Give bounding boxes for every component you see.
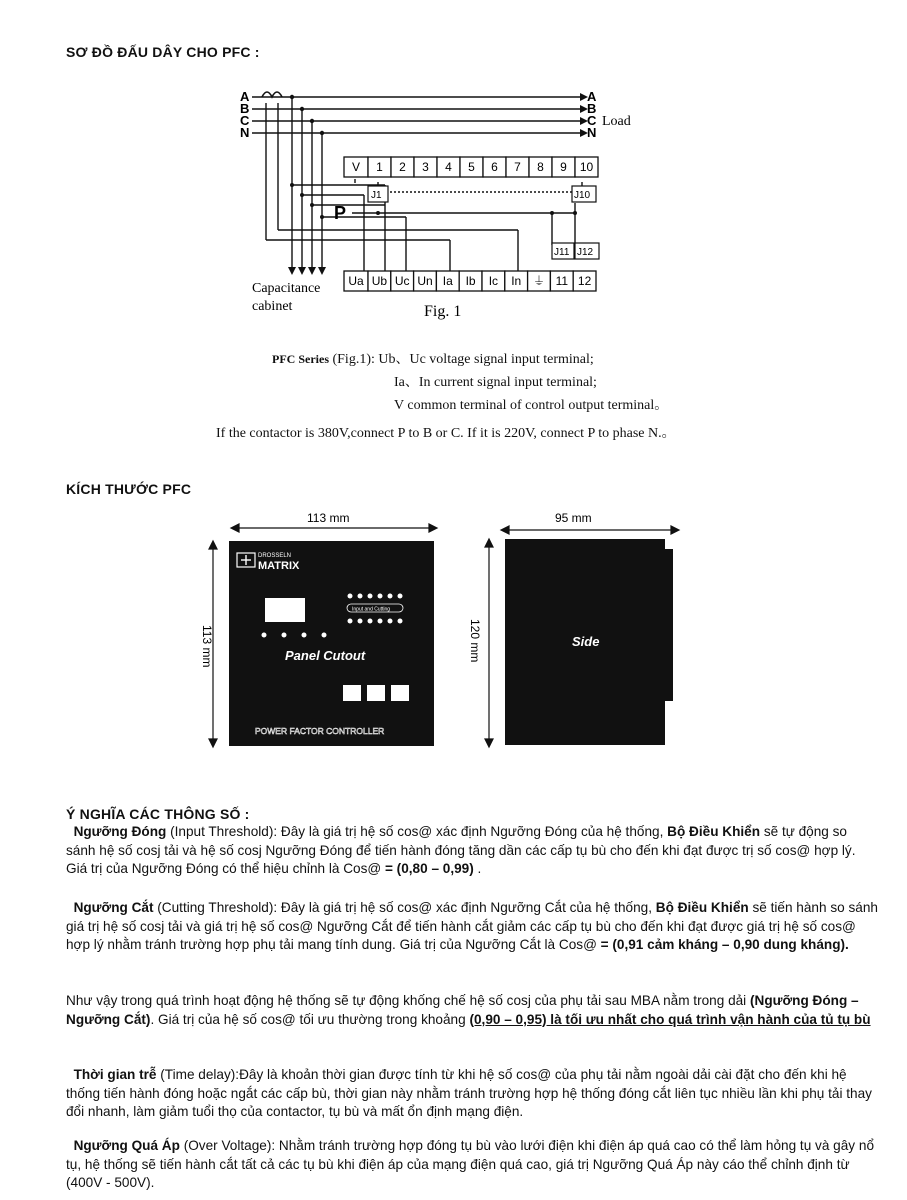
terminal-label: Ia bbox=[442, 274, 453, 288]
terminal-label: Ib bbox=[465, 274, 476, 288]
note-line-1 bbox=[272, 348, 594, 368]
param-cutting-threshold bbox=[66, 899, 878, 955]
p3-underline: (0,90 – 0,95) là tối ưu nhất cho quá trình vận hành của tủ tụ bù bbox=[469, 1011, 871, 1027]
front-button-3 bbox=[391, 685, 409, 701]
p4-text-a: (Time delay):Đây là khoản thời gian được tính từ khi hệ số cos@ của phụ tải nằm ngoài dải cài đặt cho đến khi hệ thống tiến hành đóng hoặc ngắt các cấp bù, thời gian này nhằm tránh trường hợp hệ thống đóng cắt liên tục nhiều lần khi phụ tải thay đổi nhanh, làm giảm tuổi thọ của contactor, tụ bù và mất ổn định mạng điện. bbox=[66, 1067, 872, 1119]
terminal-label: V bbox=[351, 160, 361, 174]
terminal-label: 12 bbox=[577, 274, 592, 288]
term-over-voltage: Ngưỡng Quá Áp bbox=[73, 1138, 180, 1153]
p5-text-a: (Over Voltage): Nhằm tránh trường hợp đóng tụ bù vào lưới điện khi điện áp quá cao có thể làm hỏng tụ và gây nổ tụ, hệ thống sẽ tiến hành cắt tất cả các tụ bù khi điện áp của mạng điện quá cao, giá trị Ngưỡng Quá Áp này cáo thể chỉnh định từ (400V - 500V). bbox=[66, 1138, 874, 1190]
dimensions-heading: KÍCH THƯỚC PFC bbox=[66, 481, 192, 497]
terminal-label: 6 bbox=[491, 160, 498, 174]
phase-right-c: C bbox=[587, 113, 597, 128]
series-prefix: PFC Series bbox=[272, 352, 329, 366]
fig-label: Fig. 1 bbox=[424, 303, 462, 320]
p1-text-b: sẽ tự động so sánh hệ số cosj tải và hệ số cosj Ngưỡng Đóng để tiến hành đóng tăng dần các cấp tụ bù cho đến khi đạt được trị số cos@ hợp lý. Giá trị của Ngưỡng Đóng có thể hiệu chỉnh là Cos@ bbox=[66, 824, 856, 876]
terminal-label: 5 bbox=[468, 160, 475, 174]
top-terminal-strip bbox=[344, 157, 598, 177]
cabinet-label-2: cabinet bbox=[252, 299, 293, 314]
p2-text-a: (Cutting Threshold): Đây là giá trị hệ số cos@ xác định Ngưỡng Cắt của hệ thống, bbox=[153, 900, 656, 915]
note-line-3: V common terminal of control output terminal。 bbox=[394, 398, 669, 413]
jumper-j12: J12 bbox=[577, 247, 594, 258]
bottom-terminal-strip bbox=[344, 271, 596, 291]
jumper-j1: J1 bbox=[371, 190, 382, 201]
front-button-2 bbox=[367, 685, 385, 701]
wiring-heading: SƠ ĐỒ ĐẤU DÂY CHO PFC : bbox=[66, 44, 260, 60]
terminal-label: 11 bbox=[555, 274, 569, 288]
phase-left-b: B bbox=[240, 101, 250, 116]
brand-big: MATRIX bbox=[258, 560, 300, 572]
terminal-label: Ua bbox=[348, 274, 364, 288]
front-button-1 bbox=[343, 685, 361, 701]
term-cutting-threshold: Ngưỡng Cắt bbox=[73, 900, 154, 915]
note-line-4: If the contactor is 380V,connect P to B or C. If it is 220V, connect P to phase N.。 bbox=[216, 426, 676, 441]
p2-text-b: sẽ tiến hành so sánh giá trị hệ số cosj tải và giá trị hệ số cos@ Ngưỡng Cắt để tiến hành cắt giảm các cấp tụ bù cho đến khi đạt được giá trị hệ số cos@ hợp lý nhằm tránh trường hợp phụ tải mang tính dung. Giá trị của Ngưỡng Cắt là Cos@ bbox=[66, 900, 878, 952]
phase-right-b: B bbox=[587, 101, 597, 116]
terminal-label: Ub bbox=[371, 274, 388, 288]
terminal-label: Ic bbox=[488, 274, 499, 288]
wiring-diagram bbox=[230, 85, 650, 325]
cabinet-label-1: Capacitance bbox=[252, 281, 321, 296]
terminal-label: Uc bbox=[394, 274, 410, 288]
terminal-label: 1 bbox=[376, 160, 383, 174]
term-time-delay: Thời gian trễ bbox=[73, 1067, 157, 1082]
phase-left-a: A bbox=[240, 89, 250, 104]
jumper-j11: J11 bbox=[554, 247, 570, 258]
phase-left-n: N bbox=[240, 125, 250, 140]
terminal-label: 10 bbox=[579, 160, 594, 174]
p1-text-a: (Input Threshold): Đây là giá trị hệ số cos@ xác định Ngưỡng Đóng của hệ thống, bbox=[166, 824, 668, 839]
p3-text-a: Như vậy trong quá trình hoạt động hệ thống sẽ tự động khống chế hệ số cosj của phụ tải sau MBA nằm trong dải bbox=[66, 993, 750, 1008]
p1-bold-2: = (0,80 – 0,99) bbox=[384, 861, 474, 876]
p3-bold-1: (Ngưỡng Đóng – Ngưỡng Cắt) bbox=[66, 993, 859, 1027]
terminal-label: 8 bbox=[537, 160, 544, 174]
p2-bold-2: = (0,91 cảm kháng – 0,90 dung kháng). bbox=[600, 937, 849, 952]
terminal-label: 2 bbox=[399, 160, 406, 174]
p1-text-c: . bbox=[473, 861, 482, 876]
terminal-label: Un bbox=[417, 274, 433, 288]
load-label: Load bbox=[602, 114, 631, 129]
phase-left-c: C bbox=[240, 113, 250, 128]
param-summary bbox=[66, 992, 878, 1029]
term-input-threshold: Ngưỡng Đóng bbox=[73, 824, 167, 839]
note-line-1-text: (Fig.1): Ub、Uc voltage signal input terminal; bbox=[332, 352, 594, 367]
param-input-threshold bbox=[66, 823, 878, 879]
panel-cutout-label: Panel Cutout bbox=[285, 648, 366, 663]
terminal-label: 3 bbox=[422, 160, 429, 174]
note-line-2: Ia、In current signal input terminal; bbox=[394, 375, 597, 390]
dimensions-drawing bbox=[195, 505, 695, 755]
phase-right-a: A bbox=[587, 89, 597, 104]
param-time-delay bbox=[66, 1066, 878, 1122]
jumper-j10: J10 bbox=[574, 190, 591, 201]
phase-right-n: N bbox=[587, 125, 597, 140]
side-height-label: 120 mm bbox=[468, 619, 482, 663]
brand-small: DROSSELN bbox=[258, 553, 292, 559]
p1-bold-1: Bộ Điều Khiển bbox=[667, 824, 761, 839]
p2-bold-1: Bộ Điều Khiển bbox=[655, 900, 749, 915]
front-height-label: 113 mm bbox=[200, 625, 214, 668]
params-heading: Ý NGHĨA CÁC THÔNG SỐ : bbox=[66, 806, 250, 822]
terminal-label: 9 bbox=[560, 160, 567, 174]
terminal-label: 7 bbox=[514, 160, 521, 174]
side-label: Side bbox=[572, 634, 600, 649]
display-window bbox=[265, 598, 305, 622]
terminal-label: 4 bbox=[445, 160, 452, 174]
input-cut-label: Input and Cutting bbox=[352, 606, 391, 613]
terminal-label: In bbox=[511, 274, 522, 288]
panel-footer: POWER FACTOR CONTROLLER bbox=[255, 726, 385, 736]
terminal-label: ⏚ bbox=[532, 274, 546, 288]
p3-text-b: . Giá trị của hệ số cos@ tối ưu thường trong khoảng bbox=[150, 1011, 470, 1027]
front-width-label: 113 mm bbox=[307, 511, 350, 525]
param-over-voltage bbox=[66, 1137, 878, 1193]
side-width-label: 95 mm bbox=[555, 511, 592, 525]
p-label: P bbox=[334, 203, 347, 223]
